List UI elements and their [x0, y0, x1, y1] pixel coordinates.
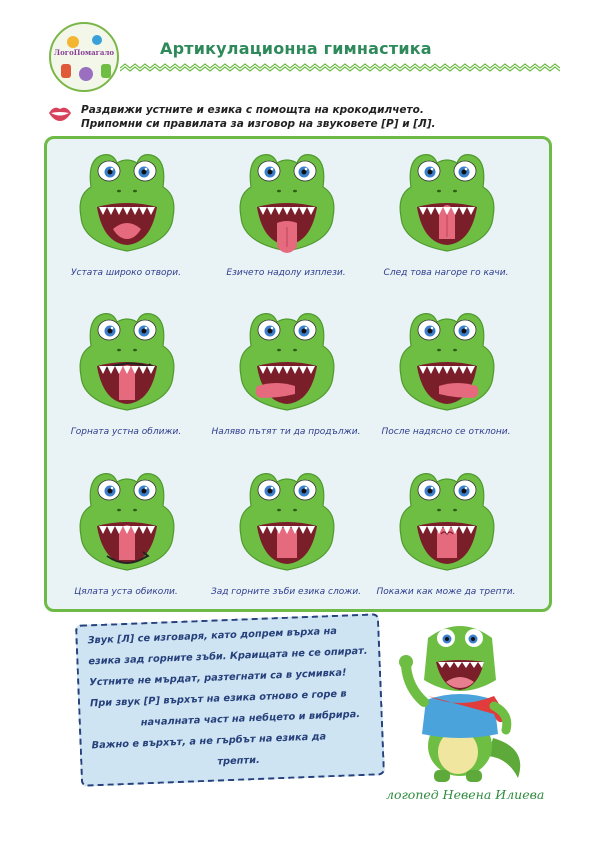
exercise-card: [366, 306, 526, 456]
exercise-card: [46, 466, 206, 616]
exercise-card: [46, 306, 206, 456]
crocodile-face-icon: [393, 147, 501, 255]
exercise-caption: След това нагоре го качи.: [383, 268, 509, 278]
note-line: трепти.: [217, 754, 260, 768]
exercise-caption: Езичето надолу изплези.: [226, 268, 346, 278]
exercise-card: [206, 306, 366, 456]
crocodile-face-icon: [73, 306, 181, 414]
crocodile-face-icon: [393, 306, 501, 414]
crocodile-face-icon: [73, 466, 181, 574]
exercise-caption: Устата широко отвори.: [71, 268, 181, 278]
page-title: Артикулационна гимнастика: [160, 39, 432, 58]
crocodile-face-icon: [233, 147, 341, 255]
crocodile-mascot-illustration: [398, 618, 534, 784]
exercise-panel: [44, 136, 552, 612]
note-line: При звук [Р] върхът на езика отново е горе в: [89, 688, 347, 710]
instruction-line-2: Припомни си правилата за изговор на звуковете [Р] и [Л].: [81, 118, 436, 130]
exercise-card: [206, 147, 366, 297]
crocodile-face-icon: [233, 466, 341, 574]
note-line: Устните не мърдат, разтегнати са в усмивка!: [89, 667, 347, 689]
logo-animals-icon: [51, 24, 119, 92]
exercise-card: [46, 147, 206, 297]
exercise-caption: Цялата уста обиколи.: [74, 587, 178, 597]
exercise-caption: Зад горните зъби езика сложи.: [210, 587, 362, 597]
exercise-caption: Покажи как може да трепти.: [376, 587, 516, 597]
exercise-caption: Горната устна оближи.: [70, 427, 182, 437]
instruction-line-1: Раздвижи устните и езика с помощта на крокодилчето.: [81, 104, 424, 116]
title-divider: [120, 62, 560, 72]
exercise-card: [366, 466, 526, 616]
signature: логопед Невена Илиева: [386, 787, 545, 802]
crocodile-face-icon: [393, 466, 501, 574]
exercise-caption: После надясно се отклони.: [381, 427, 511, 437]
logo: [49, 22, 119, 92]
logo-text: ЛогоПомагало: [53, 48, 115, 57]
exercise-card: [366, 147, 526, 297]
lips-icon: [48, 101, 72, 125]
exercise-card: [206, 466, 366, 616]
note-line: Важно е върхът, а не гърбът на езика да: [91, 731, 327, 752]
pronunciation-note: [75, 613, 385, 787]
note-line: езика зад горните зъби. Краищата не се опират.: [88, 645, 368, 668]
crocodile-face-icon: [73, 147, 181, 255]
crocodile-face-icon: [233, 306, 341, 414]
note-line: Звук [Л] се изговаря, като допрем върха на: [87, 625, 338, 647]
note-line: началната част на небцето и вибрира.: [140, 709, 361, 729]
exercise-caption: Наляво пътят ти да продължи.: [211, 427, 361, 437]
